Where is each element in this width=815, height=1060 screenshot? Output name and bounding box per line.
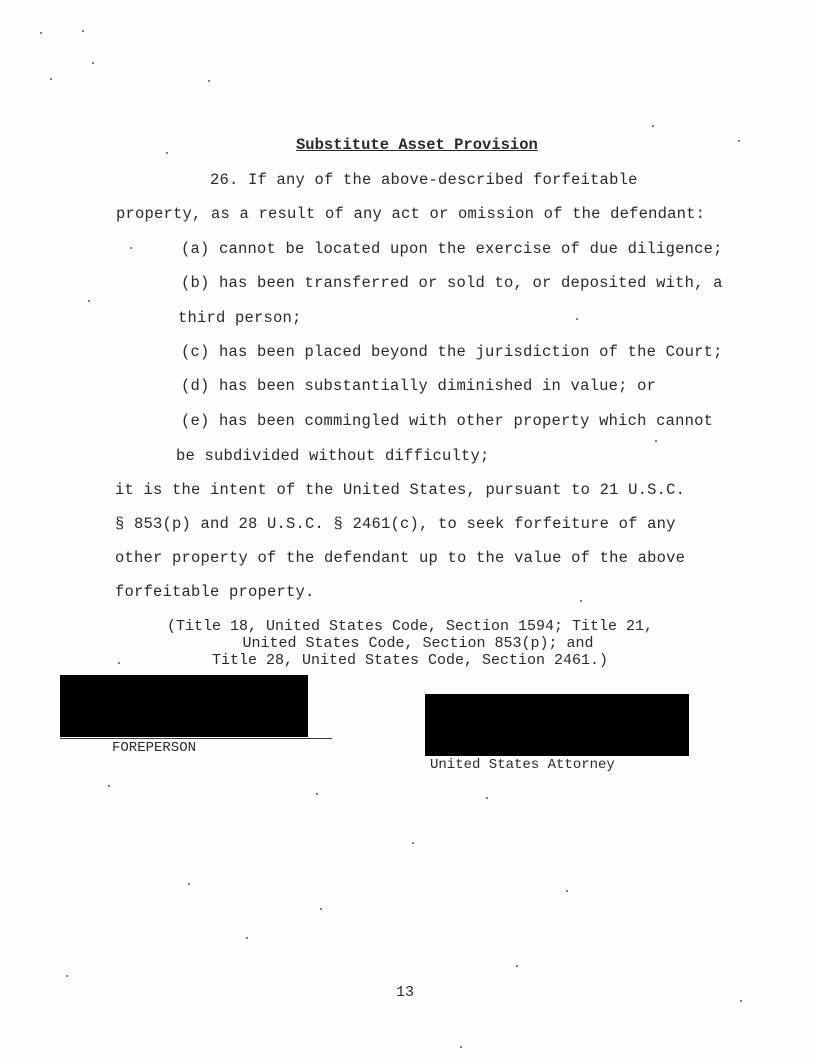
paragraph-line: (e) has been commingled with other property which cannot: [181, 412, 714, 430]
paragraph-line: property, as a result of any act or omission of the defendant:: [116, 205, 706, 223]
scan-speck: [652, 125, 654, 127]
paragraph-line: (b) has been transferred or sold to, or deposited with, a: [181, 274, 723, 292]
scan-speck: [246, 937, 248, 939]
scan-speck: [580, 600, 582, 602]
paragraph-line: § 853(p) and 28 U.S.C. § 2461(c), to seek forfeiture of any: [115, 515, 676, 533]
scan-speck: [166, 152, 168, 154]
paragraph-line: (c) has been placed beyond the jurisdiction of the Court;: [181, 343, 723, 361]
paragraph-line: other property of the defendant up to the value of the above: [115, 549, 686, 567]
paragraph-line: be subdivided without difficulty;: [176, 447, 490, 465]
scan-speck: [740, 1000, 742, 1002]
paragraph-line: it is the intent of the United States, pursuant to 21 U.S.C.: [115, 481, 686, 499]
citation-line: United States Code, Section 853(p); and: [242, 635, 594, 652]
scan-speck: [92, 62, 94, 64]
scan-speck: [486, 797, 488, 799]
redaction-block-left: [60, 675, 308, 737]
scan-speck: [40, 32, 42, 34]
citation-line: Title 28, United States Code, Section 2461.): [211, 652, 609, 669]
citation-line: (Title 18, United States Code, Section 1594; Title 21,: [166, 618, 654, 635]
scan-speck: [208, 80, 210, 82]
paragraph-line: (d) has been substantially diminished in value; or: [181, 377, 657, 395]
scan-speck: [88, 300, 90, 302]
signature-line-left: [60, 738, 332, 739]
redaction-block-right: [425, 694, 689, 756]
scan-speck: [130, 247, 132, 249]
scan-speck: [576, 318, 578, 320]
scan-speck: [108, 785, 110, 787]
scan-speck: [516, 965, 518, 967]
scan-speck: [460, 1046, 462, 1048]
us-attorney-label: United States Attorney: [430, 757, 615, 773]
scan-speck: [82, 30, 84, 32]
paragraph-line: third person;: [178, 309, 302, 327]
scan-speck: [738, 140, 740, 142]
scan-speck: [320, 908, 322, 910]
scan-speck: [50, 78, 52, 80]
scan-speck: [66, 975, 68, 977]
scan-speck: [412, 842, 414, 844]
paragraph-line: forfeitable property.: [115, 583, 315, 601]
scan-speck: [188, 883, 190, 885]
page-number: 13: [396, 984, 415, 1001]
foreperson-label: FOREPERSON: [112, 740, 197, 756]
scan-speck: [566, 890, 568, 892]
scan-speck: [655, 440, 657, 442]
scan-speck: [118, 662, 120, 664]
scan-speck: [316, 793, 318, 795]
section-heading: Substitute Asset Provision: [296, 136, 538, 154]
paragraph-line: 26. If any of the above-described forfeitable: [210, 171, 638, 189]
paragraph-line: (a) cannot be located upon the exercise of due diligence;: [181, 240, 723, 258]
